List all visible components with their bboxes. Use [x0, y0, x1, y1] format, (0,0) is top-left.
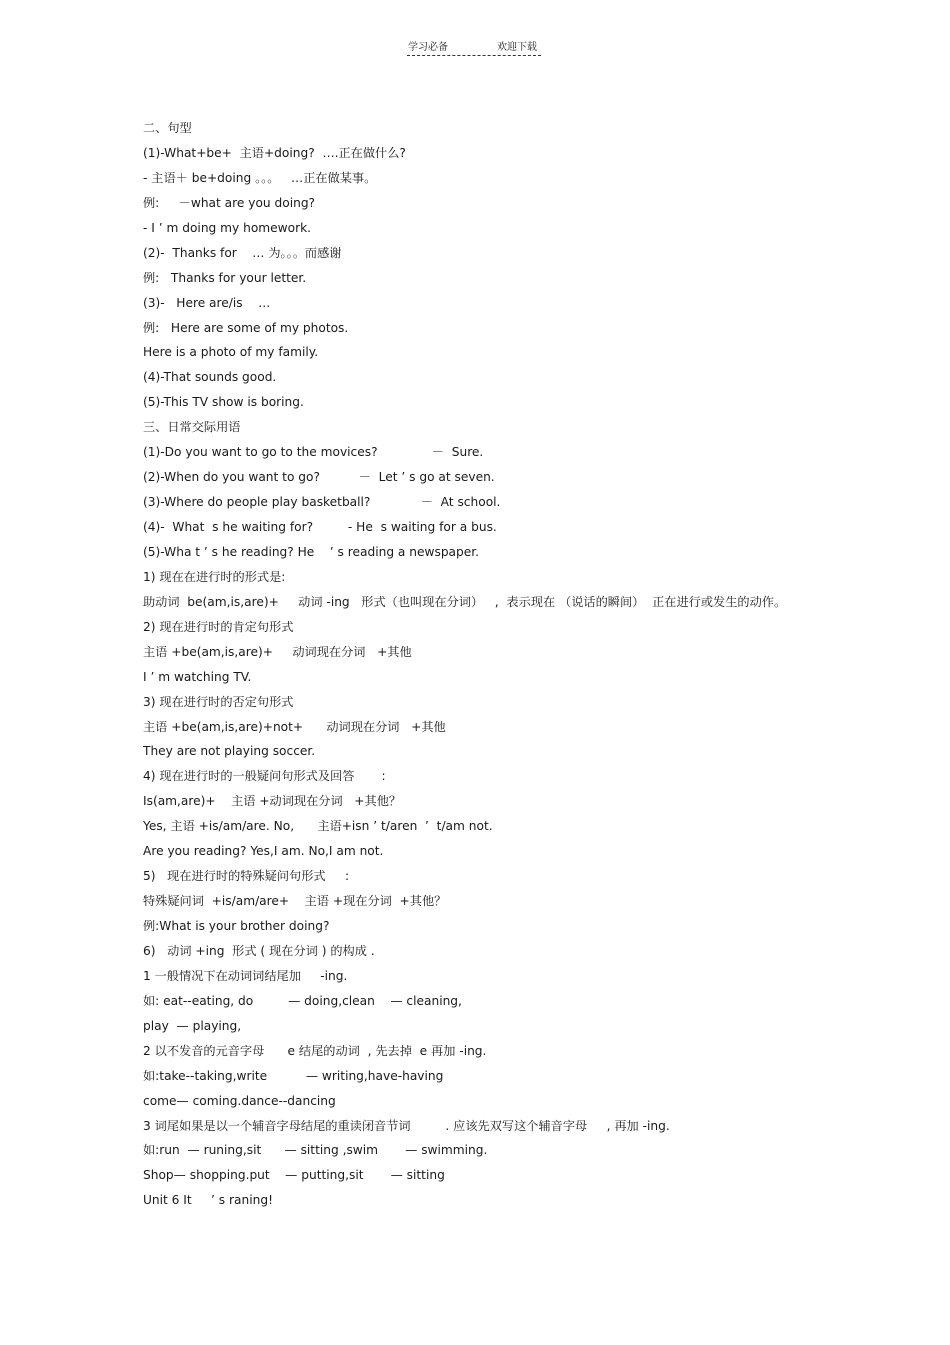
text-line: (5)-This TV show is boring.: [143, 395, 304, 410]
text-line: 2) 现在进行时的肯定句形式: [143, 619, 294, 634]
text-line: 如:take--taking,write — writing,have-having: [143, 1068, 444, 1083]
text-line: 5) 现在进行时的特殊疑问句形式 :: [143, 869, 350, 884]
text-line: Shop— shopping.put — putting,sit — sitting: [143, 1168, 445, 1183]
text-line: 助动词 be(am,is,are)+ 动词 -ing 形式（也叫现在分词） , 表示现在 （说话的瞬间） 正在进行或发生的动作。: [143, 594, 787, 609]
text-line: 例: －what are you doing?: [143, 195, 316, 210]
text-line: Are you reading? Yes,I am. No,I am not.: [143, 844, 384, 859]
text-line: 如:run — runing,sit — sitting ,swim — swimming.: [143, 1143, 488, 1158]
text-line: 6) 动词 +ing 形式 ( 现在分词 ) 的构成 .: [143, 943, 375, 958]
text-line: (3)- Here are/is …: [143, 295, 271, 310]
text-line: come— coming.dance--dancing: [143, 1093, 336, 1108]
text-line: Here is a photo of my family.: [143, 345, 319, 360]
text-line: (2)-When do you want to go? － Let ’ s go at seven.: [143, 470, 495, 485]
header-dashed-rule: [407, 55, 541, 56]
text-line: (4)- What s he waiting for? - He s waiting for a bus.: [143, 520, 497, 534]
section-heading: 三、日常交际用语: [143, 420, 241, 435]
text-line: 4) 现在进行时的一般疑问句形式及回答 :: [143, 769, 386, 784]
text-line: Unit 6 It ’ s raning!: [143, 1193, 273, 1208]
document-body: [143, 116, 843, 1213]
text-line: 3 词尾如果是以一个辅音字母结尾的重读闭音节词 . 应该先双写这个辅音字母 , 再加 -ing.: [143, 1118, 670, 1133]
text-line: 3) 现在进行时的否定句形式: [143, 694, 294, 709]
text-line: 主语 +be(am,is,are)+ 动词现在分词 +其他: [143, 644, 412, 659]
text-line: 主语 +be(am,is,are)+not+ 动词现在分词 +其他: [143, 719, 446, 734]
header-left-text: 学习必备: [408, 42, 448, 53]
text-line: Yes, 主语 +is/am/are. No, 主语+isn ’ t/aren ’ t/am not.: [143, 819, 493, 834]
text-line: (3)-Where do people play basketball? － At school.: [143, 495, 501, 510]
text-line: play — playing,: [143, 1018, 242, 1033]
section-heading: 二、句型: [143, 121, 192, 135]
text-line: (2)- Thanks for … 为。。。而感谢: [143, 245, 342, 260]
text-line: (1)-What+be+ 主语+doing? ….正在做什么?: [143, 145, 406, 160]
text-line: 1 一般情况下在动词词结尾加 -ing.: [143, 968, 348, 983]
text-line: 特殊疑问词 +is/am/are+ 主语 +现在分词 +其他？: [143, 894, 447, 909]
text-line: - I ’ m doing my homework.: [143, 220, 312, 235]
text-line: 例: Thanks for your letter.: [143, 270, 307, 285]
text-line: (5)-Wha t ’ s he reading? He ’ s reading a newspaper.: [143, 544, 480, 559]
text-line: 如: eat--eating, do — doing,clean — cleaning,: [143, 993, 462, 1008]
text-line: Is(am,are)+ 主语 +动词现在分词 +其他？: [143, 794, 402, 809]
text-line: 例:What is your brother doing?: [143, 919, 330, 933]
text-line: They are not playing soccer.: [143, 744, 316, 759]
page-header: [0, 38, 950, 58]
text-line: 2 以不发音的元音字母 e 结尾的动词 , 先去掉 e 再加 -ing.: [143, 1043, 487, 1058]
text-line: 1) 现在在进行时的形式是:: [143, 569, 286, 584]
text-line: 例: Here are some of my photos.: [143, 320, 349, 335]
text-line: (4)-That sounds good.: [143, 370, 277, 385]
header-right-text: 欢迎下载: [497, 42, 537, 53]
text-line: - 主语＋ be+doing 。。。 …正在做某事。: [143, 170, 377, 185]
text-line: I ’ m watching TV.: [143, 669, 252, 684]
text-line: (1)-Do you want to go to the movices? － Sure.: [143, 445, 484, 460]
